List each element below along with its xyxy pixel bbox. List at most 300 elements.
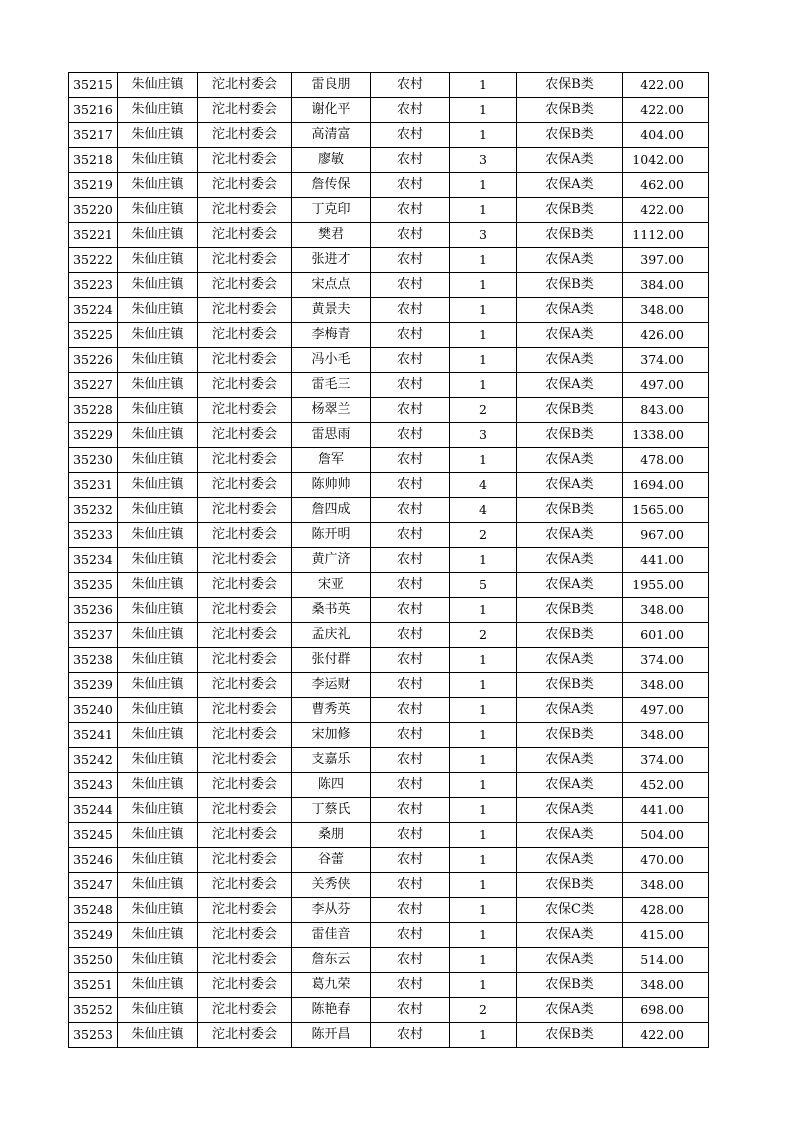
name-cell: 雷思雨	[292, 423, 371, 448]
member-count-cell: 1	[450, 198, 517, 223]
insurance-category-cell: 农保A类	[517, 698, 623, 723]
name-cell: 曹秀英	[292, 698, 371, 723]
name-cell: 李运财	[292, 673, 371, 698]
table-row	[69, 448, 709, 473]
record-id-cell: 35251	[69, 973, 118, 998]
village-committee-cell: 沱北村委会	[198, 773, 292, 798]
town-cell: 朱仙庄镇	[118, 598, 198, 623]
household-type-cell: 农村	[371, 223, 450, 248]
village-committee-cell: 沱北村委会	[198, 148, 292, 173]
member-count-cell: 4	[450, 473, 517, 498]
household-type-cell: 农村	[371, 673, 450, 698]
member-count-cell: 1	[450, 848, 517, 873]
insurance-category-cell: 农保B类	[517, 273, 623, 298]
amount-cell: 348.00	[623, 723, 709, 748]
record-id-cell: 35245	[69, 823, 118, 848]
village-committee-cell: 沱北村委会	[198, 448, 292, 473]
village-committee-cell: 沱北村委会	[198, 198, 292, 223]
record-id-cell: 35216	[69, 98, 118, 123]
member-count-cell: 1	[450, 123, 517, 148]
insurance-category-cell: 农保C类	[517, 898, 623, 923]
record-id-cell: 35221	[69, 223, 118, 248]
member-count-cell: 2	[450, 998, 517, 1023]
member-count-cell: 4	[450, 498, 517, 523]
name-cell: 桑书英	[292, 598, 371, 623]
town-cell: 朱仙庄镇	[118, 898, 198, 923]
amount-cell: 470.00	[623, 848, 709, 873]
town-cell: 朱仙庄镇	[118, 748, 198, 773]
town-cell: 朱仙庄镇	[118, 473, 198, 498]
amount-cell: 397.00	[623, 248, 709, 273]
amount-cell: 422.00	[623, 1023, 709, 1048]
name-cell: 陈四	[292, 773, 371, 798]
town-cell: 朱仙庄镇	[118, 973, 198, 998]
household-type-cell: 农村	[371, 323, 450, 348]
insurance-category-cell: 农保B类	[517, 673, 623, 698]
town-cell: 朱仙庄镇	[118, 423, 198, 448]
amount-cell: 441.00	[623, 798, 709, 823]
table-row	[69, 173, 709, 198]
household-type-cell: 农村	[371, 198, 450, 223]
household-type-cell: 农村	[371, 248, 450, 273]
amount-cell: 698.00	[623, 998, 709, 1023]
amount-cell: 497.00	[623, 373, 709, 398]
member-count-cell: 2	[450, 523, 517, 548]
insurance-category-cell: 农保A类	[517, 998, 623, 1023]
record-id-cell: 35230	[69, 448, 118, 473]
town-cell: 朱仙庄镇	[118, 398, 198, 423]
village-committee-cell: 沱北村委会	[198, 798, 292, 823]
town-cell: 朱仙庄镇	[118, 773, 198, 798]
household-type-cell: 农村	[371, 98, 450, 123]
town-cell: 朱仙庄镇	[118, 573, 198, 598]
village-committee-cell: 沱北村委会	[198, 598, 292, 623]
table-row	[69, 348, 709, 373]
member-count-cell: 1	[450, 773, 517, 798]
amount-cell: 1565.00	[623, 498, 709, 523]
member-count-cell: 1	[450, 673, 517, 698]
record-id-cell: 35229	[69, 423, 118, 448]
household-type-cell: 农村	[371, 723, 450, 748]
amount-cell: 452.00	[623, 773, 709, 798]
amount-cell: 426.00	[623, 323, 709, 348]
amount-cell: 348.00	[623, 973, 709, 998]
insurance-category-cell: 农保A类	[517, 798, 623, 823]
town-cell: 朱仙庄镇	[118, 273, 198, 298]
household-type-cell: 农村	[371, 398, 450, 423]
insurance-category-cell: 农保B类	[517, 398, 623, 423]
member-count-cell: 1	[450, 698, 517, 723]
amount-cell: 967.00	[623, 523, 709, 548]
amount-cell: 1338.00	[623, 423, 709, 448]
insurance-category-cell: 农保A类	[517, 173, 623, 198]
amount-cell: 422.00	[623, 198, 709, 223]
household-type-cell: 农村	[371, 848, 450, 873]
member-count-cell: 1	[450, 823, 517, 848]
village-committee-cell: 沱北村委会	[198, 673, 292, 698]
insurance-category-cell: 农保A类	[517, 473, 623, 498]
name-cell: 谷蕾	[292, 848, 371, 873]
member-count-cell: 1	[450, 898, 517, 923]
village-committee-cell: 沱北村委会	[198, 373, 292, 398]
record-id-cell: 35223	[69, 273, 118, 298]
name-cell: 丁克印	[292, 198, 371, 223]
member-count-cell: 1	[450, 748, 517, 773]
village-committee-cell: 沱北村委会	[198, 748, 292, 773]
amount-cell: 1042.00	[623, 148, 709, 173]
record-id-cell: 35235	[69, 573, 118, 598]
village-committee-cell: 沱北村委会	[198, 98, 292, 123]
village-committee-cell: 沱北村委会	[198, 948, 292, 973]
name-cell: 支嘉乐	[292, 748, 371, 773]
insurance-category-cell: 农保B类	[517, 973, 623, 998]
town-cell: 朱仙庄镇	[118, 373, 198, 398]
insurance-category-cell: 农保A类	[517, 248, 623, 273]
member-count-cell: 1	[450, 373, 517, 398]
record-id-cell: 35244	[69, 798, 118, 823]
town-cell: 朱仙庄镇	[118, 648, 198, 673]
town-cell: 朱仙庄镇	[118, 148, 198, 173]
household-type-cell: 农村	[371, 948, 450, 973]
table-row	[69, 648, 709, 673]
village-committee-cell: 沱北村委会	[198, 323, 292, 348]
village-committee-cell: 沱北村委会	[198, 298, 292, 323]
record-id-cell: 35220	[69, 198, 118, 223]
household-type-cell: 农村	[371, 173, 450, 198]
name-cell: 谢化平	[292, 98, 371, 123]
town-cell: 朱仙庄镇	[118, 948, 198, 973]
town-cell: 朱仙庄镇	[118, 523, 198, 548]
amount-cell: 462.00	[623, 173, 709, 198]
record-id-cell: 35253	[69, 1023, 118, 1048]
village-committee-cell: 沱北村委会	[198, 498, 292, 523]
table-row	[69, 773, 709, 798]
amount-cell: 404.00	[623, 123, 709, 148]
town-cell: 朱仙庄镇	[118, 223, 198, 248]
name-cell: 陈开昌	[292, 1023, 371, 1048]
record-id-cell: 35242	[69, 748, 118, 773]
table-row	[69, 573, 709, 598]
name-cell: 葛九荣	[292, 973, 371, 998]
household-type-cell: 农村	[371, 448, 450, 473]
insurance-category-cell: 农保A类	[517, 648, 623, 673]
member-count-cell: 1	[450, 173, 517, 198]
household-type-cell: 农村	[371, 873, 450, 898]
member-count-cell: 1	[450, 798, 517, 823]
household-type-cell: 农村	[371, 573, 450, 598]
table-row	[69, 98, 709, 123]
name-cell: 廖敏	[292, 148, 371, 173]
village-committee-cell: 沱北村委会	[198, 548, 292, 573]
household-type-cell: 农村	[371, 298, 450, 323]
insurance-category-cell: 农保A类	[517, 573, 623, 598]
name-cell: 张付群	[292, 648, 371, 673]
name-cell: 宋点点	[292, 273, 371, 298]
insurance-category-cell: 农保B类	[517, 498, 623, 523]
member-count-cell: 1	[450, 1023, 517, 1048]
table-row	[69, 323, 709, 348]
record-id-cell: 35238	[69, 648, 118, 673]
record-id-cell: 35215	[69, 73, 118, 98]
amount-cell: 601.00	[623, 623, 709, 648]
village-committee-cell: 沱北村委会	[198, 573, 292, 598]
record-id-cell: 35219	[69, 173, 118, 198]
village-committee-cell: 沱北村委会	[198, 398, 292, 423]
insurance-category-cell: 农保A类	[517, 948, 623, 973]
amount-cell: 1112.00	[623, 223, 709, 248]
town-cell: 朱仙庄镇	[118, 248, 198, 273]
table-row	[69, 523, 709, 548]
name-cell: 宋亚	[292, 573, 371, 598]
record-id-cell: 35228	[69, 398, 118, 423]
record-id-cell: 35249	[69, 923, 118, 948]
name-cell: 李梅青	[292, 323, 371, 348]
table-row	[69, 623, 709, 648]
household-type-cell: 农村	[371, 348, 450, 373]
household-type-cell: 农村	[371, 523, 450, 548]
household-type-cell: 农村	[371, 648, 450, 673]
amount-cell: 348.00	[623, 598, 709, 623]
member-count-cell: 1	[450, 973, 517, 998]
name-cell: 詹军	[292, 448, 371, 473]
record-id-cell: 35247	[69, 873, 118, 898]
record-id-cell: 35227	[69, 373, 118, 398]
town-cell: 朱仙庄镇	[118, 498, 198, 523]
record-id-cell: 35239	[69, 673, 118, 698]
name-cell: 桑朋	[292, 823, 371, 848]
table-row	[69, 298, 709, 323]
name-cell: 陈艳春	[292, 998, 371, 1023]
household-type-cell: 农村	[371, 473, 450, 498]
household-type-cell: 农村	[371, 373, 450, 398]
insurance-category-cell: 农保A类	[517, 348, 623, 373]
member-count-cell: 2	[450, 623, 517, 648]
village-committee-cell: 沱北村委会	[198, 223, 292, 248]
record-id-cell: 35241	[69, 723, 118, 748]
name-cell: 詹东云	[292, 948, 371, 973]
name-cell: 高清富	[292, 123, 371, 148]
table-row	[69, 798, 709, 823]
insurance-category-cell: 农保A类	[517, 923, 623, 948]
town-cell: 朱仙庄镇	[118, 448, 198, 473]
household-type-cell: 农村	[371, 773, 450, 798]
insurance-category-cell: 农保B类	[517, 98, 623, 123]
name-cell: 陈帅帅	[292, 473, 371, 498]
member-count-cell: 3	[450, 223, 517, 248]
name-cell: 雷良朋	[292, 73, 371, 98]
amount-cell: 374.00	[623, 348, 709, 373]
village-committee-cell: 沱北村委会	[198, 73, 292, 98]
amount-cell: 843.00	[623, 398, 709, 423]
table-row	[69, 598, 709, 623]
record-id-cell: 35231	[69, 473, 118, 498]
village-committee-cell: 沱北村委会	[198, 123, 292, 148]
village-committee-cell: 沱北村委会	[198, 998, 292, 1023]
town-cell: 朱仙庄镇	[118, 198, 198, 223]
record-id-cell: 35226	[69, 348, 118, 373]
amount-cell: 478.00	[623, 448, 709, 473]
village-committee-cell: 沱北村委会	[198, 1023, 292, 1048]
town-cell: 朱仙庄镇	[118, 73, 198, 98]
member-count-cell: 5	[450, 573, 517, 598]
household-type-cell: 农村	[371, 148, 450, 173]
table-row	[69, 148, 709, 173]
table-row	[69, 473, 709, 498]
insurance-category-cell: 农保B类	[517, 73, 623, 98]
insurance-category-cell: 农保B类	[517, 423, 623, 448]
table-row	[69, 973, 709, 998]
member-count-cell: 1	[450, 248, 517, 273]
town-cell: 朱仙庄镇	[118, 798, 198, 823]
member-count-cell: 1	[450, 548, 517, 573]
name-cell: 冯小毛	[292, 348, 371, 373]
insurance-category-cell: 农保B类	[517, 723, 623, 748]
town-cell: 朱仙庄镇	[118, 998, 198, 1023]
village-committee-cell: 沱北村委会	[198, 623, 292, 648]
amount-cell: 1955.00	[623, 573, 709, 598]
insurance-category-cell: 农保B类	[517, 198, 623, 223]
table-row	[69, 873, 709, 898]
village-committee-cell: 沱北村委会	[198, 523, 292, 548]
insurance-category-cell: 农保A类	[517, 523, 623, 548]
household-type-cell: 农村	[371, 898, 450, 923]
name-cell: 雷毛三	[292, 373, 371, 398]
household-type-cell: 农村	[371, 423, 450, 448]
record-id-cell: 35218	[69, 148, 118, 173]
table-row	[69, 998, 709, 1023]
record-id-cell: 35233	[69, 523, 118, 548]
amount-cell: 497.00	[623, 698, 709, 723]
table-row	[69, 398, 709, 423]
insurance-category-cell: 农保B类	[517, 123, 623, 148]
insurance-category-cell: 农保B类	[517, 598, 623, 623]
household-type-cell: 农村	[371, 273, 450, 298]
record-id-cell: 35246	[69, 848, 118, 873]
table-row	[69, 948, 709, 973]
member-count-cell: 1	[450, 348, 517, 373]
town-cell: 朱仙庄镇	[118, 298, 198, 323]
insurance-category-cell: 农保A类	[517, 748, 623, 773]
name-cell: 杨翠兰	[292, 398, 371, 423]
record-id-cell: 35217	[69, 123, 118, 148]
village-committee-cell: 沱北村委会	[198, 973, 292, 998]
town-cell: 朱仙庄镇	[118, 923, 198, 948]
table-row	[69, 923, 709, 948]
record-id-cell: 35248	[69, 898, 118, 923]
name-cell: 宋加修	[292, 723, 371, 748]
insurance-category-cell: 农保A类	[517, 373, 623, 398]
household-type-cell: 农村	[371, 548, 450, 573]
record-id-cell: 35232	[69, 498, 118, 523]
insurance-category-cell: 农保A类	[517, 848, 623, 873]
town-cell: 朱仙庄镇	[118, 723, 198, 748]
amount-cell: 415.00	[623, 923, 709, 948]
table-row	[69, 123, 709, 148]
household-type-cell: 农村	[371, 823, 450, 848]
table-row	[69, 823, 709, 848]
amount-cell: 1694.00	[623, 473, 709, 498]
name-cell: 李从芬	[292, 898, 371, 923]
village-committee-cell: 沱北村委会	[198, 173, 292, 198]
table-row	[69, 273, 709, 298]
member-count-cell: 3	[450, 423, 517, 448]
member-count-cell: 1	[450, 298, 517, 323]
record-id-cell: 35240	[69, 698, 118, 723]
village-committee-cell: 沱北村委会	[198, 723, 292, 748]
member-count-cell: 1	[450, 923, 517, 948]
village-committee-cell: 沱北村委会	[198, 923, 292, 948]
record-id-cell: 35252	[69, 998, 118, 1023]
household-type-cell: 农村	[371, 748, 450, 773]
member-count-cell: 1	[450, 948, 517, 973]
insurance-category-cell: 农保A类	[517, 548, 623, 573]
name-cell: 詹四成	[292, 498, 371, 523]
member-count-cell: 2	[450, 398, 517, 423]
insurance-category-cell: 农保A类	[517, 148, 623, 173]
village-committee-cell: 沱北村委会	[198, 423, 292, 448]
household-type-cell: 农村	[371, 73, 450, 98]
village-committee-cell: 沱北村委会	[198, 273, 292, 298]
member-count-cell: 3	[450, 148, 517, 173]
insurance-category-cell: 农保A类	[517, 298, 623, 323]
amount-cell: 348.00	[623, 673, 709, 698]
amount-cell: 384.00	[623, 273, 709, 298]
town-cell: 朱仙庄镇	[118, 698, 198, 723]
village-committee-cell: 沱北村委会	[198, 873, 292, 898]
record-id-cell: 35225	[69, 323, 118, 348]
name-cell: 关秀侠	[292, 873, 371, 898]
table-row	[69, 223, 709, 248]
table-row	[69, 723, 709, 748]
insurance-category-cell: 农保A类	[517, 448, 623, 473]
town-cell: 朱仙庄镇	[118, 823, 198, 848]
member-count-cell: 1	[450, 648, 517, 673]
member-count-cell: 1	[450, 873, 517, 898]
table-row	[69, 498, 709, 523]
member-count-cell: 1	[450, 73, 517, 98]
town-cell: 朱仙庄镇	[118, 848, 198, 873]
member-count-cell: 1	[450, 98, 517, 123]
amount-cell: 441.00	[623, 548, 709, 573]
table-row	[69, 673, 709, 698]
table-row	[69, 1023, 709, 1048]
household-type-cell: 农村	[371, 973, 450, 998]
table-row	[69, 548, 709, 573]
amount-cell: 348.00	[623, 298, 709, 323]
town-cell: 朱仙庄镇	[118, 173, 198, 198]
amount-cell: 428.00	[623, 898, 709, 923]
record-id-cell: 35237	[69, 623, 118, 648]
village-committee-cell: 沱北村委会	[198, 848, 292, 873]
amount-cell: 348.00	[623, 873, 709, 898]
town-cell: 朱仙庄镇	[118, 673, 198, 698]
amount-cell: 422.00	[623, 98, 709, 123]
insurance-category-cell: 农保B类	[517, 623, 623, 648]
name-cell: 黄景夫	[292, 298, 371, 323]
household-type-cell: 农村	[371, 998, 450, 1023]
member-count-cell: 1	[450, 273, 517, 298]
table-row	[69, 373, 709, 398]
village-committee-cell: 沱北村委会	[198, 348, 292, 373]
name-cell: 张进才	[292, 248, 371, 273]
table-row	[69, 248, 709, 273]
town-cell: 朱仙庄镇	[118, 348, 198, 373]
village-committee-cell: 沱北村委会	[198, 823, 292, 848]
name-cell: 孟庆礼	[292, 623, 371, 648]
village-committee-cell: 沱北村委会	[198, 648, 292, 673]
town-cell: 朱仙庄镇	[118, 98, 198, 123]
name-cell: 樊君	[292, 223, 371, 248]
